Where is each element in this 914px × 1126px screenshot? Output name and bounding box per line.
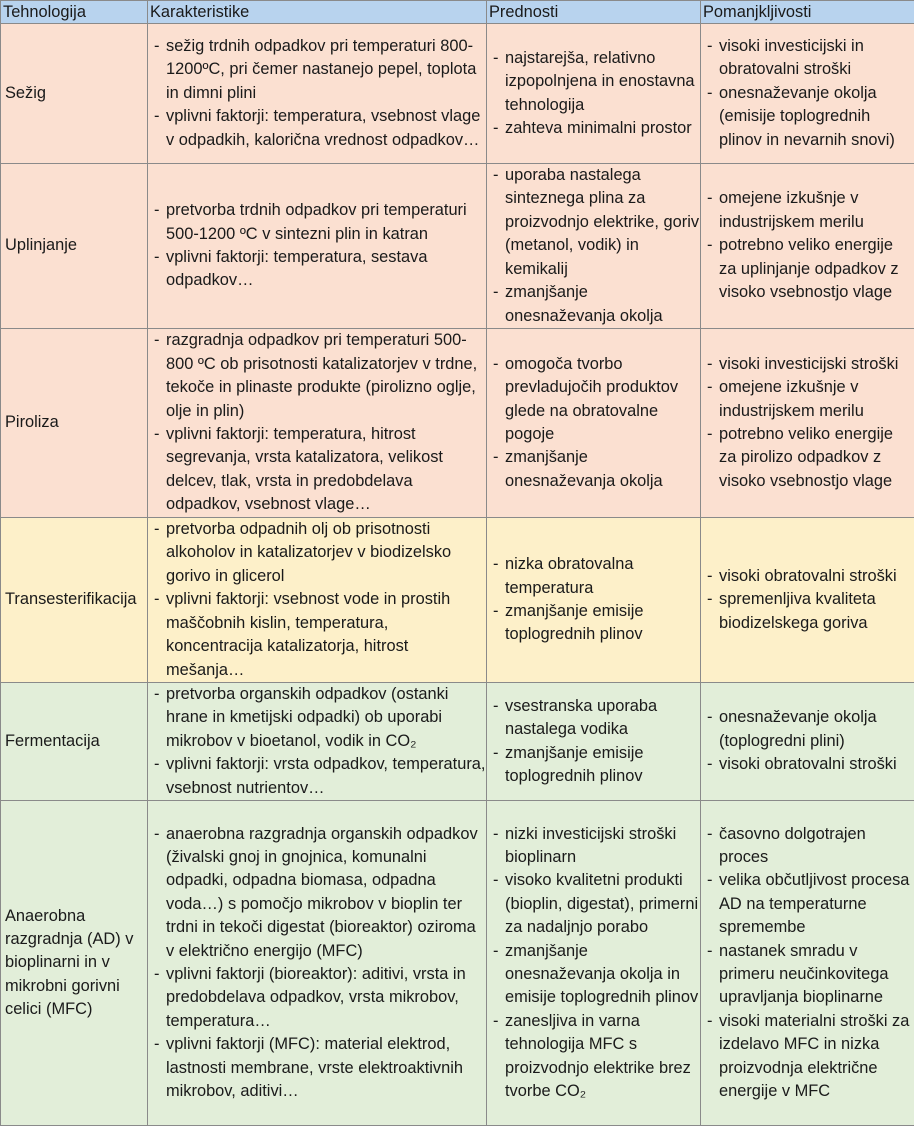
advantages-cell bbox=[487, 24, 701, 164]
header-advantages: Prednosti bbox=[487, 1, 701, 24]
bullet-item: - omejene izkušnje v industrijskem merilu bbox=[705, 376, 914, 423]
technology-name: Piroliza bbox=[1, 329, 148, 518]
header-disadvantages: Pomanjkljivosti bbox=[701, 1, 914, 24]
bullet-item: - anaerobna razgradnja organskih odpadkov (živalski gnoj in gnojnica, komunalni odpadki, odpadna biomasa, odpadna voda…) s pomočjo mikrobov v bioplin ter trdni in tekoči digestat (bioreaktor) oziroma v električno energijo (MFC) bbox=[152, 823, 486, 963]
row-piroliza bbox=[1, 329, 914, 518]
bullet-list bbox=[152, 518, 486, 682]
technology-name: Uplinjanje bbox=[1, 164, 148, 329]
bullet-item: - vplivni faktorji: temperatura, hitrost segrevanja, vrsta katalizatora, velikost delcev, tlak, vrsta in predobdelava odpadkov, vsebnost vlage… bbox=[152, 423, 486, 517]
bullet-item: - omejene izkušnje v industrijskem merilu bbox=[705, 187, 914, 234]
bullet-item: - nizki investicijski stroški bioplinarn bbox=[491, 823, 700, 870]
bullet-item: - vplivni faktorji (MFC): material elektrod, lastnosti membrane, vrste elektroaktivnih mikrobov, aditivi… bbox=[152, 1033, 486, 1103]
bullet-item: - razgradnja odpadkov pri temperaturi 500-800 ºC ob prisotnosti katalizatorjev v trdne, tekoče in plinaste produkte (pirolizno oglje, olje in plin) bbox=[152, 329, 486, 423]
bullet-item: - pretvorba odpadnih olj ob prisotnosti alkoholov in katalizatorjev v biodizelsko gorivo in glicerol bbox=[152, 518, 486, 588]
bullet-item: - visoki materialni stroški za izdelavo MFC in nizka proizvodnja električne energije v MFC bbox=[705, 1010, 914, 1104]
bullet-item: - pretvorba organskih odpadkov (ostanki hrane in kmetijski odpadki) ob uporabi mikrobov v bioetanol, vodik in CO₂ bbox=[152, 683, 486, 753]
bullet-list bbox=[152, 683, 486, 800]
technology-name: Transesterifikacija bbox=[1, 518, 148, 683]
bullet-list bbox=[705, 35, 914, 152]
bullet-item: - onesnaževanje okolja (toplogredni plini) bbox=[705, 706, 914, 753]
disadvantages-cell bbox=[701, 329, 914, 518]
disadvantages-cell bbox=[701, 801, 914, 1126]
row-sezig bbox=[1, 24, 914, 164]
bullet-item: - visoki investicijski stroški bbox=[705, 353, 914, 376]
bullet-list bbox=[705, 823, 914, 1104]
technology-name: Sežig bbox=[1, 24, 148, 164]
bullet-item: - omogoča tvorbo prevladujočih produktov glede na obratovalne pogoje bbox=[491, 353, 700, 447]
bullet-item: - zahteva minimalni prostor bbox=[491, 117, 700, 140]
bullet-item: - zmanjšanje emisije toplogrednih plinov bbox=[491, 742, 700, 789]
bullet-item: - spremenljiva kvaliteta biodizelskega goriva bbox=[705, 588, 914, 635]
bullet-item: - vplivni faktorji: temperatura, sestava odpadkov… bbox=[152, 246, 486, 293]
bullet-item: - nizka obratovalna temperatura bbox=[491, 553, 700, 600]
bullet-item: - potrebno veliko energije za pirolizo odpadkov z visoko vsebnostjo vlage bbox=[705, 423, 914, 493]
bullet-list bbox=[152, 35, 486, 152]
row-anaerobna-razgradnja bbox=[1, 801, 914, 1126]
bullet-item: - najstarejša, relativno izpopolnjena in enostavna tehnologija bbox=[491, 47, 700, 117]
disadvantages-cell bbox=[701, 518, 914, 683]
bullet-list bbox=[705, 187, 914, 304]
bullet-item: - visoki obratovalni stroški bbox=[705, 753, 914, 776]
bullet-item: - zmanjšanje onesnaževanja okolja in emisije toplogrednih plinov bbox=[491, 940, 700, 1010]
bullet-item: - velika občutljivost procesa AD na temperaturne spremembe bbox=[705, 869, 914, 939]
bullet-list bbox=[491, 47, 700, 141]
bullet-list bbox=[152, 329, 486, 516]
disadvantages-cell bbox=[701, 683, 914, 801]
advantages-cell bbox=[487, 329, 701, 518]
bullet-item: - uporaba nastalega sinteznega plina za proizvodnjo elektrike, goriv (metanol, vodik) in kemikalij bbox=[491, 164, 700, 281]
characteristics-cell bbox=[148, 164, 487, 329]
header-row bbox=[1, 1, 914, 24]
bullet-item: - visoki investicijski in obratovalni stroški bbox=[705, 35, 914, 82]
bullet-item: - vplivni faktorji: temperatura, vsebnost vlage v odpadkih, kalorična vrednost odpadkov… bbox=[152, 105, 486, 152]
bullet-list bbox=[705, 565, 914, 635]
bullet-item: - zmanjšanje onesnaževanja okolja bbox=[491, 446, 700, 493]
bullet-item: - zmanjšanje onesnaževanja okolja bbox=[491, 281, 700, 328]
bullet-item: - zmanjšanje emisije toplogrednih plinov bbox=[491, 600, 700, 647]
header-technology: Tehnologija bbox=[1, 1, 148, 24]
bullet-list bbox=[491, 353, 700, 493]
bullet-item: - vplivni faktorji: vrsta odpadkov, temperatura, vsebnost nutrientov… bbox=[152, 753, 486, 800]
advantages-cell bbox=[487, 518, 701, 683]
bullet-item: - vplivni faktorji (bioreaktor): aditivi, vrsta in predobdelava odpadkov, vrsta mikrobov, temperatura… bbox=[152, 963, 486, 1033]
bullet-item: - pretvorba trdnih odpadkov pri temperaturi 500-1200 ºC v sintezni plin in katran bbox=[152, 199, 486, 246]
bullet-item: - vplivni faktorji: vsebnost vode in prostih maščobnih kislin, temperatura, koncentracija katalizatorja, hitrost mešanja… bbox=[152, 588, 486, 682]
technology-name: Fermentacija bbox=[1, 683, 148, 801]
characteristics-cell bbox=[148, 801, 487, 1126]
advantages-cell bbox=[487, 801, 701, 1126]
advantages-cell bbox=[487, 164, 701, 329]
bullet-list bbox=[491, 553, 700, 647]
disadvantages-cell bbox=[701, 24, 914, 164]
bullet-list bbox=[705, 353, 914, 493]
bullet-item: - nastanek smradu v primeru neučinkovitega upravljanja bioplinarne bbox=[705, 940, 914, 1010]
bullet-item: - visoko kvalitetni produkti (bioplin, digestat), primerni za nadaljnjo porabo bbox=[491, 869, 700, 939]
characteristics-cell bbox=[148, 329, 487, 518]
bullet-list bbox=[152, 199, 486, 293]
bullet-item: - potrebno veliko energije za uplinjanje odpadkov z visoko vsebnostjo vlage bbox=[705, 234, 914, 304]
bullet-list bbox=[152, 823, 486, 1104]
bullet-list bbox=[491, 823, 700, 1104]
characteristics-cell bbox=[148, 683, 487, 801]
disadvantages-cell bbox=[701, 164, 914, 329]
bullet-list bbox=[705, 706, 914, 776]
bullet-item: - visoki obratovalni stroški bbox=[705, 565, 914, 588]
row-uplinjanje bbox=[1, 164, 914, 329]
bullet-list bbox=[491, 164, 700, 328]
bullet-item: - časovno dolgotrajen proces bbox=[705, 823, 914, 870]
advantages-cell bbox=[487, 683, 701, 801]
row-transesterifikacija bbox=[1, 518, 914, 683]
bullet-item: - vsestranska uporaba nastalega vodika bbox=[491, 695, 700, 742]
row-fermentacija bbox=[1, 683, 914, 801]
bullet-item: - zanesljiva in varna tehnologija MFC s proizvodnjo elektrike brez tvorbe CO₂ bbox=[491, 1010, 700, 1104]
bullet-item: - sežig trdnih odpadkov pri temperaturi 800-1200ºC, pri čemer nastanejo pepel, toplota in dimni plini bbox=[152, 35, 486, 105]
header-characteristics: Karakteristike bbox=[148, 1, 487, 24]
bullet-list bbox=[491, 695, 700, 789]
characteristics-cell bbox=[148, 24, 487, 164]
technology-name: Anaerobna razgradnja (AD) v bioplinarni in v mikrobni gorivni celici (MFC) bbox=[1, 801, 148, 1126]
characteristics-cell bbox=[148, 518, 487, 683]
bullet-item: - onesnaževanje okolja (emisije toplogrednih plinov in nevarnih snovi) bbox=[705, 82, 914, 152]
